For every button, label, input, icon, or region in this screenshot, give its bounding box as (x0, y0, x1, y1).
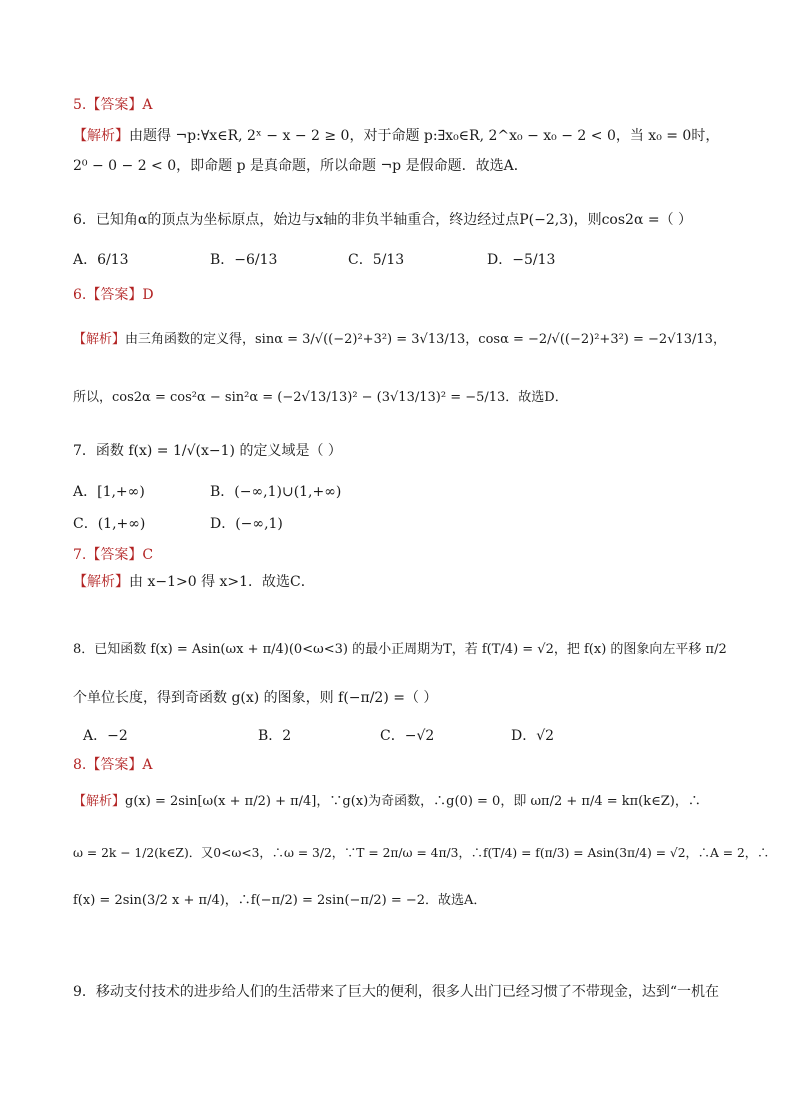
q8-analysis-line3: f(x) = 2sin(3/2 x + π/4)，∴f(−π/2) = 2sin(−π/2) = −2．故选A． (73, 893, 487, 908)
q6-analysis-line1 (73, 330, 726, 350)
q6-option-c: C．5/13 (348, 252, 405, 268)
q7-option-d: D．(−∞,1) (210, 516, 283, 532)
q6-analysis-line2: 所以，cos2α = cos²α − sin²α = (−2√13/13)² − (3√13/13)² = −5/13．故选D． (73, 390, 568, 405)
q7-stem: 7．函数 f(x) = 1/√(x−1) 的定义域是（ ） (73, 443, 342, 459)
q7-answer: 7.【答案】C (73, 547, 154, 563)
q7-analysis-tag: 【解析】 (73, 574, 129, 590)
q8-analysis-line1 (73, 792, 701, 812)
q5-analysis-line1 (73, 126, 719, 146)
q8-stem-line1: 8．已知函数 f(x) = Asin(ωx + π/4)(0<ω<3) 的最小正周期为T，若 f(T/4) = √2，把 f(x) 的图象向左平移 π/2 (73, 642, 727, 657)
q7-analysis-text1: 由 x−1>0 得 x>1．故选C． (129, 574, 315, 590)
q8-option-d: D．√2 (511, 728, 555, 744)
q6-option-b: B．−6/13 (210, 252, 278, 268)
q6-option-a: A．6/13 (73, 252, 129, 268)
q8-analysis-text1: g(x) = 2sin[ω(x + π/2) + π/4]，∵g(x)为奇函数，∴g(0) = 0，即 ωπ/2 + π/4 = kπ(k∈Z)，∴ (125, 794, 701, 809)
q8-answer: 8.【答案】A (73, 757, 153, 773)
q5-analysis-line2: 2⁰ − 0 − 2 < 0，即命题 p 是真命题，所以命题 ¬p 是假命题．故选A． (73, 158, 528, 174)
q8-option-b: B．2 (258, 728, 292, 744)
q8-option-c: C．−√2 (380, 728, 435, 744)
q5-analysis-text1: 由题得 ¬p:∀x∈R, 2ˣ − x − 2 ≥ 0，对于命题 p:∃x₀∈R, 2^x₀ − x₀ − 2 < 0，当 x₀ = 0时， (129, 128, 720, 144)
q7-option-b: B．(−∞,1)∪(1,+∞) (210, 484, 342, 500)
q5-analysis-tag: 【解析】 (73, 128, 129, 144)
q8-analysis-tag: 【解析】 (73, 794, 126, 809)
q7-analysis-line1 (73, 572, 315, 592)
q6-stem: 6．已知角α的顶点为坐标原点，始边与x轴的非负半轴重合，终边经过点P(−2,3)，则cos2α =（ ） (73, 212, 693, 228)
q7-option-a: A．[1,+∞) (73, 484, 145, 500)
q5-answer: 5.【答案】A (73, 97, 153, 113)
q6-option-d: D．−5/13 (487, 252, 556, 268)
q8-stem-line2: 个单位长度，得到奇函数 g(x) 的图象，则 f(−π/2) =（ ） (73, 690, 438, 706)
q8-option-a: A．−2 (83, 728, 128, 744)
q8-analysis-line2: ω = 2k − 1/2(k∈Z)．又0<ω<3，∴ω = 3/2，∵T = 2π/ω = 4π/3，∴f(T/4) = f(π/3) = Asin(3π/4) = √2，∴A = 2，∴ (73, 846, 770, 860)
q9-stem: 9．移动支付技术的进步给人们的生活带来了巨大的便利，很多人出门已经习惯了不带现金，达到“一机在 (73, 984, 720, 1000)
q6-answer: 6.【答案】D (73, 287, 154, 303)
q7-option-c: C．(1,+∞) (73, 516, 146, 532)
q6-analysis-tag: 【解析】 (73, 332, 126, 347)
q6-analysis-text1: 由三角函数的定义得，sinα = 3/√((−2)²+3²) = 3√13/13，cosα = −2/√((−2)²+3²) = −2√13/13， (125, 332, 726, 347)
